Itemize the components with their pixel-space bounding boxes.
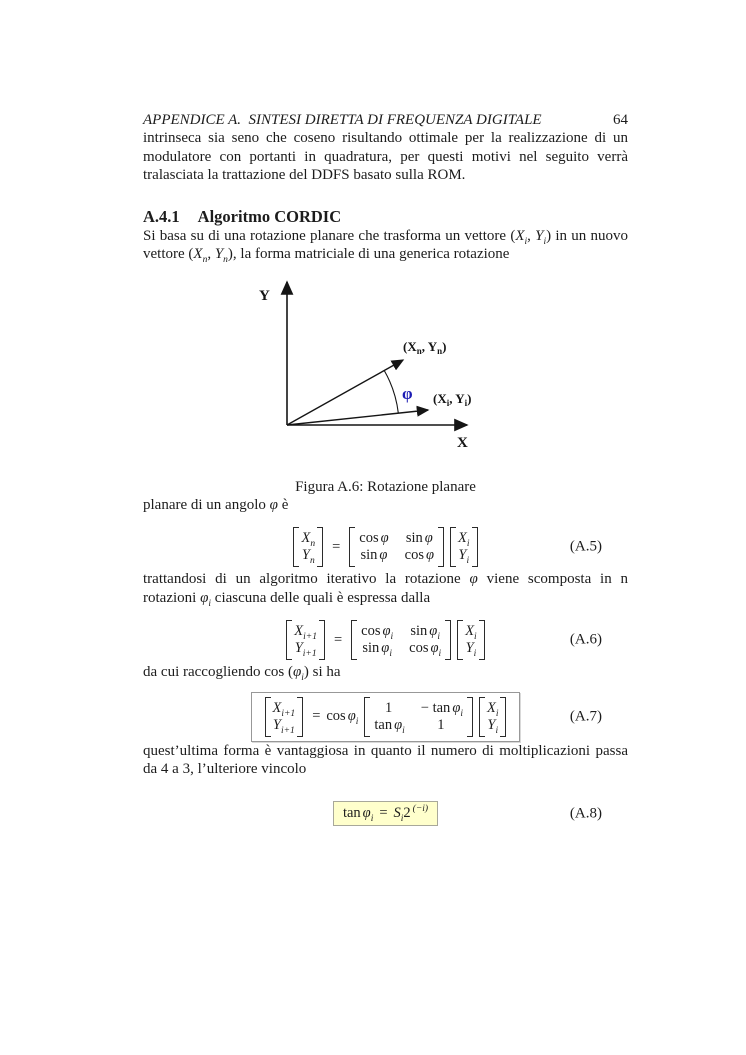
vector-i-label <box>433 391 472 408</box>
math-var: φ <box>394 716 403 733</box>
math-sub: i+1 <box>281 708 296 719</box>
label-part: (X <box>403 338 417 354</box>
math-var: φ <box>292 664 302 680</box>
text-segment: Si basa su di una rotazione planare che trasforma un vettore ( <box>143 227 516 244</box>
paragraph-intro: intrinseca sia seno che coseno risultando ottimale per la realizzazione di un modulatore con portanti in quadratura, per questi motivi nel seguito verrà tralasciata la trattazione del DDFS basato sulla ROM. <box>143 130 628 183</box>
x-axis-label: X <box>457 434 468 451</box>
math-sub: n <box>310 538 316 549</box>
rotation-matrix <box>349 527 444 567</box>
math-var: X <box>465 623 475 639</box>
text-segment: ) si ha <box>303 664 341 680</box>
cos-coefficient <box>326 708 358 725</box>
math-sub: i <box>543 236 547 247</box>
label-sub: i <box>446 397 450 408</box>
math-var: S <box>393 805 401 821</box>
label-sub: i <box>464 397 468 408</box>
math-var: φ <box>380 530 389 546</box>
equals-sign: = <box>379 805 388 821</box>
math-sub: i <box>208 598 212 609</box>
math-sub: i <box>355 716 359 727</box>
math-sub: i <box>437 631 440 642</box>
rhs-vector <box>450 527 478 567</box>
math-fn: 2 <box>403 805 411 821</box>
math-var: X <box>458 530 467 546</box>
math-sub: i+1 <box>280 725 295 736</box>
equation-a7 <box>143 692 628 742</box>
rhs-vector <box>457 620 485 660</box>
math-sub: i <box>495 708 499 719</box>
text-segment: è <box>277 496 289 513</box>
label-part: ) <box>442 338 447 354</box>
math-fn: sin <box>410 623 428 639</box>
math-var: φ <box>381 640 390 656</box>
math-var: X <box>193 246 203 262</box>
paragraph-iterativo <box>143 570 628 607</box>
label-part: ) <box>467 390 472 406</box>
math-sub: i+1 <box>302 648 317 659</box>
figure-caption: Figura A.6: Rotazione planare <box>295 478 476 495</box>
rhs-vector <box>479 697 507 737</box>
section-heading <box>143 207 628 227</box>
paragraph-planare <box>143 496 628 515</box>
text-segment: , <box>527 227 536 244</box>
section-number: A.4.1 <box>143 206 180 226</box>
math-var: X <box>486 699 496 716</box>
rotation-diagram <box>245 272 507 462</box>
math-fn: tan <box>342 805 361 821</box>
math-fn: sin <box>360 547 378 563</box>
page-number: 64 <box>613 112 628 128</box>
y-axis-label: Y <box>259 287 270 304</box>
math-sub: i <box>466 538 470 549</box>
text-segment: da cui raccogliendo cos ( <box>143 664 293 680</box>
math-var: φ <box>379 547 388 563</box>
tan-matrix <box>364 697 473 737</box>
equation-label: (A.6) <box>569 631 602 648</box>
text-segment: ), la forma matriciale di una generica rotazione <box>227 246 510 262</box>
text-segment: viene scomposta in n rotazioni <box>143 571 628 606</box>
math-var: Y <box>535 227 544 244</box>
math-fn: tan <box>374 716 393 733</box>
equals-sign: = <box>312 708 321 724</box>
math-fn: − tan <box>420 699 451 716</box>
math-var: φ <box>452 699 461 716</box>
math-var: Y <box>487 716 496 733</box>
label-part: , Y <box>421 338 438 354</box>
math-fn: 1 <box>384 699 393 716</box>
section-title: Algoritmo CORDIC <box>197 206 342 226</box>
running-header <box>143 112 628 129</box>
math-sub: i <box>460 708 463 719</box>
math-var: φ <box>424 530 433 546</box>
math-var: X <box>515 227 525 244</box>
math-sub: i <box>301 673 304 683</box>
label-sub: n <box>416 345 422 356</box>
lhs-vector <box>265 697 304 737</box>
math-sub: i <box>466 555 470 566</box>
vector-i <box>287 410 428 425</box>
math-var: Y <box>214 246 224 262</box>
text-segment: trattandosi di un algoritmo iterativo la rotazione <box>143 571 470 587</box>
math-fn: sin <box>405 530 423 546</box>
equation-a6 <box>143 617 628 663</box>
math-var: X <box>301 530 311 546</box>
equation-a5 <box>143 524 628 570</box>
angle-arc <box>384 370 398 412</box>
math-fn: cos <box>361 623 381 639</box>
math-fn: cos <box>326 708 346 724</box>
highlight-box <box>333 801 438 826</box>
math-var: φ <box>382 623 391 639</box>
math-sub: n <box>223 255 228 265</box>
math-sub: i <box>474 631 477 642</box>
math-var: φ <box>469 571 478 587</box>
math-sub: i <box>390 631 394 642</box>
math-sup: (−i) <box>412 804 429 815</box>
vector-n-label <box>403 339 447 356</box>
page-content <box>143 112 628 837</box>
math-var: φ <box>429 623 438 639</box>
rotation-matrix <box>351 620 451 660</box>
math-sub: i <box>438 648 442 659</box>
paragraph-raccogliendo <box>143 663 628 682</box>
text-segment: planare di un angolo <box>143 496 270 513</box>
text-segment: ) in un nuovo vettore ( <box>143 227 629 262</box>
math-sub: i <box>473 648 477 659</box>
math-fn: cos <box>404 547 424 563</box>
math-fn: cos <box>359 530 379 546</box>
math-var: Y <box>301 547 310 563</box>
paragraph-cordic-intro <box>143 227 628 264</box>
label-part: , Y <box>449 390 465 406</box>
math-sub: i <box>495 725 499 736</box>
math-sub: n <box>309 555 315 566</box>
math-var: Y <box>272 716 281 733</box>
equals-sign: = <box>333 631 343 648</box>
math-fn: cos <box>409 640 429 656</box>
math-var: Y <box>294 640 303 656</box>
math-var: φ <box>430 640 439 656</box>
math-sub: i+1 <box>303 631 317 642</box>
equation-label: (A.7) <box>569 708 602 724</box>
label-part: (X <box>433 390 447 406</box>
figure-rotation <box>143 272 628 496</box>
math-fn: 1 <box>437 716 445 733</box>
phi-label: φ <box>402 383 413 403</box>
math-var: φ <box>269 496 278 513</box>
math-var: X <box>272 699 282 716</box>
math-var: X <box>294 623 304 639</box>
equation-label: (A.8) <box>569 805 602 821</box>
paragraph-vantaggiosa: quest’ultima forma è vantaggiosa in quanto il numero di moltiplicazioni passa da 4 a 3, l’ulteriore vincolo <box>143 742 628 777</box>
lhs-vector <box>286 620 325 660</box>
label-sub: n <box>437 345 443 356</box>
lhs-vector <box>293 527 323 567</box>
math-var: φ <box>347 708 356 724</box>
math-sub: n <box>202 255 208 265</box>
math-var: φ <box>362 805 371 821</box>
equation-label: (A.5) <box>569 538 602 555</box>
text-segment: ciascuna delle quali è espressa dalla <box>211 589 431 606</box>
math-var: φ <box>425 547 435 563</box>
text-segment: , <box>207 246 215 262</box>
math-fn: sin <box>362 640 380 656</box>
equation-a8 <box>143 791 628 837</box>
math-var: Y <box>465 640 474 656</box>
equation-box <box>251 692 521 742</box>
math-sub: i <box>402 725 405 736</box>
math-sub: i <box>524 236 528 247</box>
math-var: φ <box>200 589 209 606</box>
header-title: APPENDICE A. SINTESI DIRETTA DI FREQUENZA DIGITALE <box>143 112 542 128</box>
math-var: Y <box>458 547 467 563</box>
math-sub: i <box>370 813 374 824</box>
math-sub: i <box>389 648 392 659</box>
equals-sign: = <box>332 538 341 555</box>
vector-n <box>287 360 403 425</box>
math-sub: i <box>400 813 404 824</box>
